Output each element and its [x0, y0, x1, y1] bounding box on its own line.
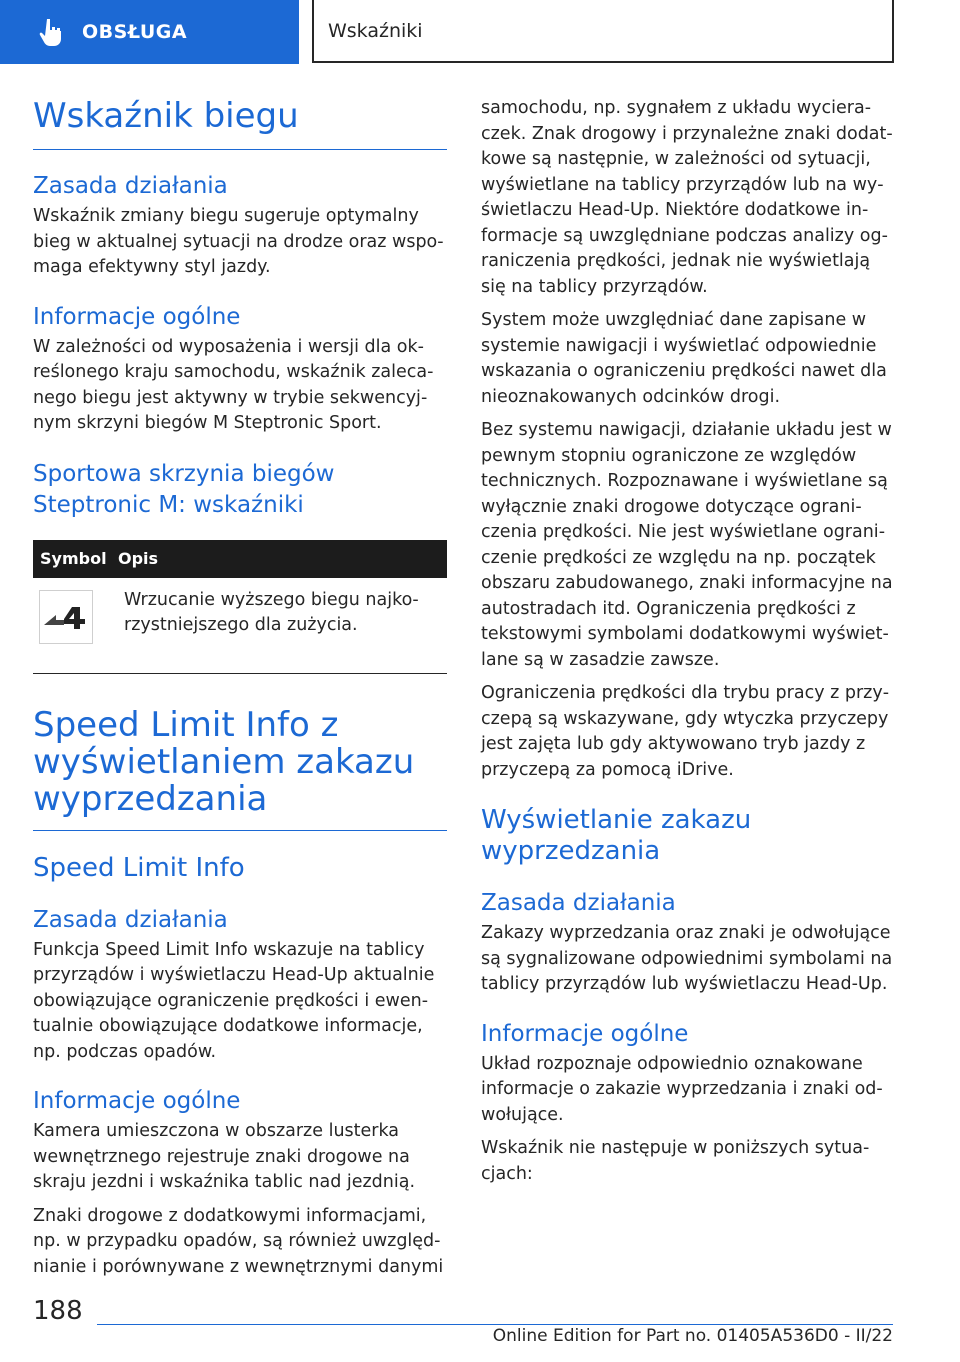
text-situations: Wskaźnik nie następuje w poniższych sytuacjach: — [481, 1138, 870, 1184]
right-column — [481, 90, 895, 1187]
heading-speed-limit-info: Speed Limit Info — [33, 852, 245, 883]
section-tab-label: OBSŁUGA — [82, 21, 188, 43]
text-no-navigation: Bez systemu nawigacji, działanie układu jest w pewnym stopniu ograniczone ze względów technicznych. Rozpoznawane i wyświetlane są wyłącznie znaki drogowe dotyczące ograniczenia prędkości. Nie jest wyświetlane ograniczenie prędkości ze względu na np. początek obszaru zabudowanego, znaki informacyjne na autostradach itd. Ograniczenia prędkości z tekstowymi symbolami dodatkowymi wyświetlane są w zasadzie zawsze. — [481, 420, 893, 670]
symbol-table — [33, 540, 447, 674]
text-general-2a: Kamera umieszczona w obszarze lusterka wewnętrznego rejestruje znaki drogowe na skraju jezdni i wskaźnika tablic nad jezdnią. — [33, 1121, 416, 1192]
column-symbol: Symbol — [40, 549, 107, 568]
text-principle-3: Zakazy wyprzedzania oraz znaki je odwołujące są sygnalizowane odpowiednimi symbolami na tablicy przyrządów lub wyświetlaczu Head-Up. — [481, 923, 893, 994]
text-general-1: W zależności od wyposażenia i wersji dla określonego kraju samochodu, wskaźnik zalecanego biegu jest aktywny w trybie sekwencyjnym skrzyni biegów M Steptronic Sport. — [33, 336, 434, 433]
title-gear-indicator-block — [33, 98, 447, 150]
page-number: 188 — [33, 1296, 83, 1326]
heading-general-1: Informacje ogólne — [33, 303, 241, 330]
text-principle-2: Funkcja Speed Limit Info wskazuje na tablicy przyrządów i wyświetlaczu Head-Up aktualnie obowiązujące ograniczenie prędkości i ewentualnie obowiązujące dodatkowe informacje, np. podczas opadów. — [33, 939, 435, 1062]
column-description: Opis — [118, 549, 159, 568]
table-header — [33, 540, 447, 578]
current-chapter-label: Wskaźniki — [328, 19, 423, 42]
table-row — [33, 578, 447, 674]
text-navigation: System może uwzględniać dane zapisane w systemie nawigacji i wyświetlać odpowiednie wskazania o ograniczeniu prędkości nawet dla nieoznakowanych odcinków drogi. — [481, 310, 887, 407]
upshift-gear-4-icon — [39, 590, 93, 644]
text-general-3: Układ rozpoznaje odpowiednio oznakowane informacje o zakazie wyprzedzania i znaki odwołujące. — [481, 1053, 883, 1125]
hand-pointer-icon — [38, 17, 64, 47]
row-description: Wrzucanie wyższego biegu najkorzystniejszego dla zużycia. — [124, 589, 419, 635]
title-speed-limit-block — [33, 704, 447, 831]
heading-principle-2: Zasada działania — [33, 906, 228, 933]
footer-divider — [97, 1324, 893, 1325]
heading-no-overtaking: Wyświetlanie zakazu wyprzedzania — [481, 805, 752, 866]
heading-general-3: Informacje ogólne — [481, 1020, 689, 1047]
heading-principle-1: Zasada działania — [33, 173, 228, 199]
heading-principle-3: Zasada działania — [481, 890, 676, 916]
text-principle-1: Wskaźnik zmiany biegu sugeruje optymalny bieg w aktualnej sytuacji na drodze oraz wspomaga efektywny styl jazdy. — [33, 206, 444, 277]
edition-info: Online Edition for Part no. 01405A536D0 - II/22 — [492, 1326, 893, 1346]
current-chapter-tab[interactable] — [312, 0, 894, 63]
page-header — [0, 0, 960, 66]
text-continued: samochodu, np. sygnałem z układu wycieraczek. Znak drogowy i przynależne znaki dodatkowe są następnie, w zależności od sytuacji, wyświetlane na tablicy przyrządów lub na wyświetlaczu Head-Up. Niektóre dodatkowe informacje są uwzględniane podczas analizy ograniczenia prędkości, jednak nie wyświetlają się na tablicy przyrządów. — [481, 98, 893, 297]
text-general-2b: Znaki drogowe z dodatkowymi informacjami, np. w przypadku opadów, są również uwzględnianie i porównywane z wewnętrznymi danymi — [33, 1205, 444, 1277]
title-gear-indicator: Wskaźnik biegu — [33, 96, 299, 136]
text-trailer: Ograniczenia prędkości dla trybu pracy z przyczepą są wskazywane, gdy wtyczka przyczepy jest zajęta lub gdy aktywowano tryb jazdy z przyczepą za pomocą iDrive. — [481, 683, 890, 780]
section-tab[interactable] — [0, 0, 299, 64]
heading-general-2: Informacje ogólne — [33, 1088, 241, 1114]
left-column — [33, 90, 447, 1280]
title-speed-limit: Speed Limit Info z wyświetlaniem zakazu wyprzedzania — [33, 704, 415, 819]
heading-sport-gearbox: Sportowa skrzynia biegów Steptronic M: wskaźniki — [33, 460, 335, 518]
